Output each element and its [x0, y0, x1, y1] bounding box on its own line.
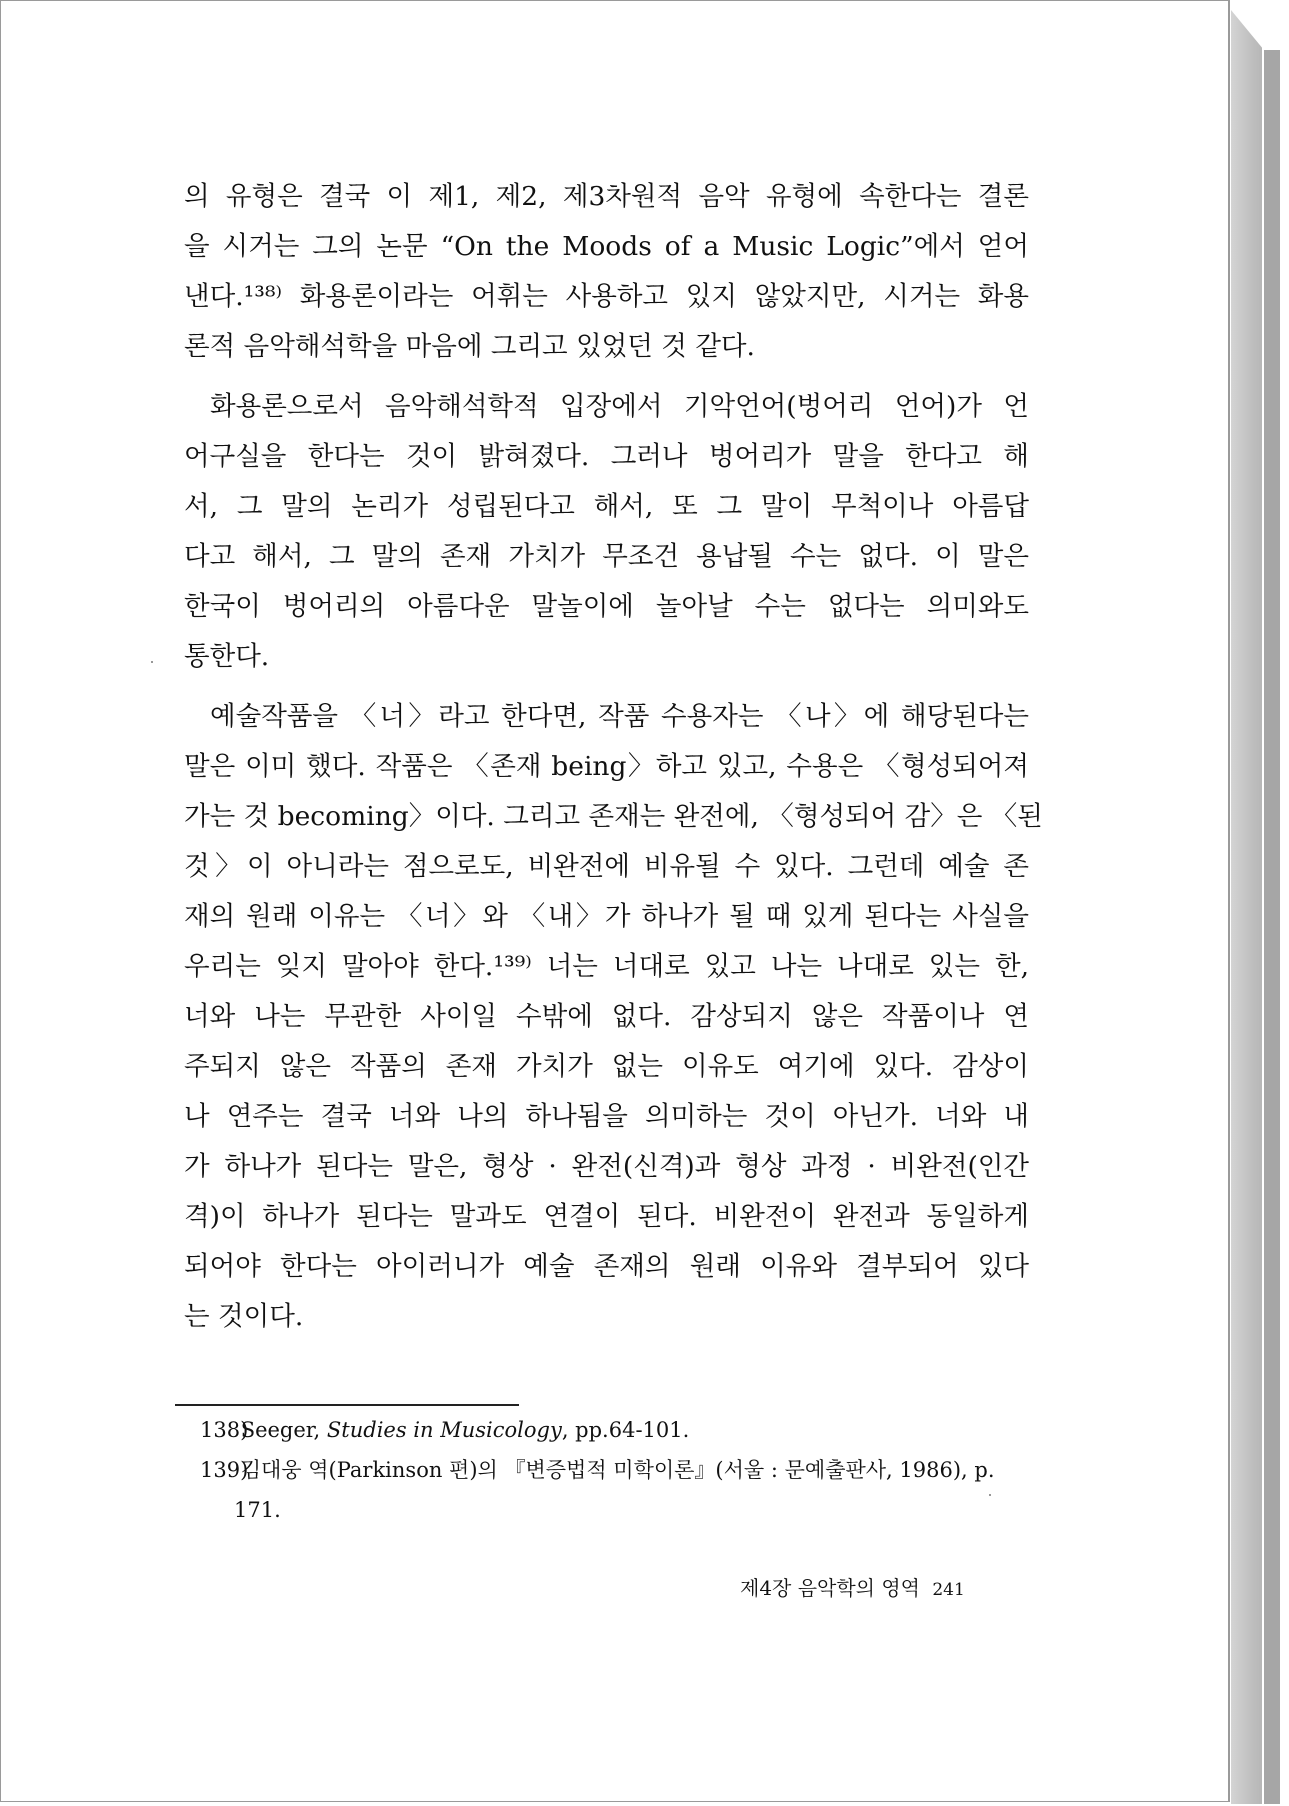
text-line: 통한다. [184, 641, 270, 672]
text-line: 가 하나가 된다는 말은, 형상 · 완전(신격)과 형상 과정 · 비완전(인간 [184, 1151, 1029, 1182]
text-line: 한국이 벙어리의 아름다운 말놀이에 놀아날 수는 없다는 의미와도 [184, 591, 1029, 622]
running-footer [740, 1572, 965, 1601]
text-line: 다고 해서, 그 말의 존재 가치가 무조건 용납될 수는 없다. 이 말은 [184, 541, 1029, 572]
text-line: 을 시거는 그의 논문 “On the Moods of a Music Logic”에서 얻어 [184, 231, 1029, 262]
text-line: 의 유형은 결국 이 제1, 제2, 제3차원적 음악 유형에 속한다는 결론 [184, 181, 1029, 212]
footnotes [200, 1410, 1030, 1530]
text-line: 되어야 한다는 아이러니가 예술 존재의 원래 이유와 결부되어 있다 [184, 1251, 1029, 1282]
text-line: 우리는 잊지 말아야 한다.¹³⁹⁾ 너는 너대로 있고 나는 나대로 있는 한, [184, 951, 1029, 982]
footnote-number: 139) [200, 1458, 249, 1482]
page-edge-shadow [1264, 50, 1280, 1804]
text-line: 예술작품을 〈너〉라고 한다면, 작품 수용자는 〈나〉에 해당된다는 [210, 701, 1029, 732]
text-line: 어구실을 한다는 것이 밝혀졌다. 그러나 벙어리가 말을 한다고 해 [184, 441, 1029, 472]
text-line: 낸다.¹³⁸⁾ 화용론이라는 어휘는 사용하고 있지 않았지만, 시거는 화용 [184, 281, 1029, 312]
text-line: 는 것이다. [184, 1301, 304, 1332]
scan-speck [151, 661, 153, 663]
text-line: 론적 음악해석학을 마음에 그리고 있었던 것 같다. [184, 331, 755, 362]
text-line: 것〉이 아니라는 점으로도, 비완전에 비유될 수 있다. 그런데 예술 존 [184, 851, 1029, 882]
body-text [184, 172, 1043, 1342]
page-number: 241 [932, 1580, 965, 1600]
chapter-title: 제4장 음악학의 영역 [740, 1576, 920, 1600]
text-line: 가는 것 becoming〉이다. 그리고 존재는 완전에, 〈형성되어 감〉은 〈된 [184, 801, 1043, 832]
text-line: 말은 이미 했다. 작품은 〈존재 being〉하고 있고, 수용은 〈형성되어져 [184, 751, 1029, 782]
footnote-pages: , pp.64-101. [561, 1418, 690, 1442]
text-line: 너와 나는 무관한 사이일 수밖에 없다. 감상되지 않은 작품이나 연 [184, 1001, 1029, 1032]
footnote-divider [175, 1404, 519, 1406]
footnote-139-continued: 171. [234, 1498, 281, 1522]
footnote-139 [200, 1450, 1030, 1490]
text-line: 재의 원래 이유는 〈너〉와 〈내〉가 하나가 될 때 있게 된다는 사실을 [184, 901, 1029, 932]
footnote-book-title: Studies in Musicology [326, 1418, 562, 1442]
footnote-text: 김대웅 역(Parkinson 편)의 『변증법적 미학이론』(서울 : 문예출판사, 1986), p. [240, 1458, 995, 1482]
text-line: 나 연주는 결국 너와 나의 하나됨을 의미하는 것이 아닌가. 너와 내 [184, 1101, 1029, 1132]
footnote-number: 138) [200, 1418, 249, 1442]
text-line: 격)이 하나가 된다는 말과도 연결이 된다. 비완전이 완전과 동일하게 [184, 1201, 1029, 1232]
text-line: 화용론으로서 음악해석학적 입장에서 기악언어(벙어리 언어)가 언 [210, 391, 1029, 422]
footnote-138 [200, 1410, 1030, 1450]
footnote-author: Seeger, [240, 1418, 321, 1442]
text-line: 서, 그 말의 논리가 성립된다고 해서, 또 그 말이 무척이나 아름답 [184, 491, 1029, 522]
text-line: 주되지 않은 작품의 존재 가치가 없는 이유도 여기에 있다. 감상이 [184, 1051, 1029, 1082]
